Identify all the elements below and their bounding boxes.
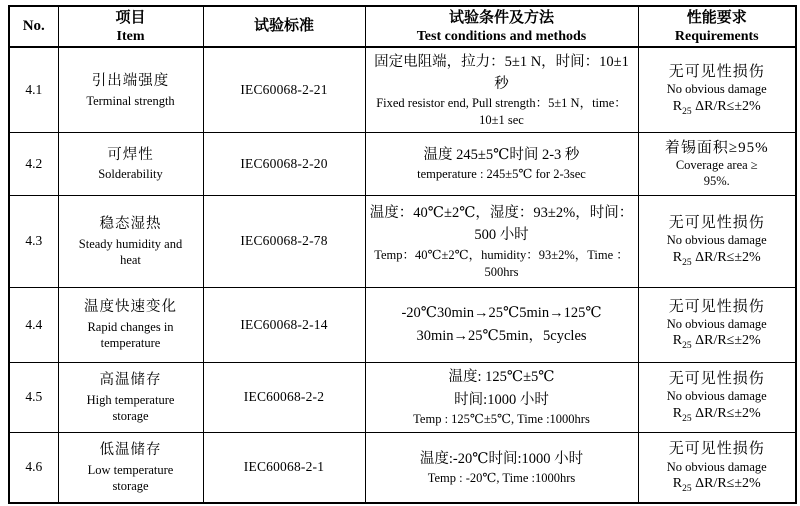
row-conditions	[365, 195, 638, 287]
requirement-formula: $R_{25}$ ΔR/R≤±2%	[672, 476, 761, 494]
row-standard: IEC60068-2-1	[203, 432, 365, 503]
row-requirements	[638, 195, 796, 287]
row-item	[58, 362, 203, 432]
header-conditions	[365, 6, 638, 47]
item-en: High temperature storage	[86, 392, 175, 423]
row-standard: IEC60068-2-2	[203, 362, 365, 432]
row-no: 4.3	[9, 195, 58, 287]
conditions-line: 温度：40℃±2℃，湿度：93±2%，时间：500 小时	[369, 204, 634, 244]
test-spec-table	[8, 5, 797, 504]
item-en: Rapid changes in temperature	[87, 320, 174, 351]
header-no	[9, 6, 58, 47]
item-zh: 稳态湿热	[99, 215, 162, 232]
item-zh: 高温储存	[99, 371, 162, 388]
item-zh: 温度快速变化	[84, 299, 177, 316]
row-no: 4.5	[9, 362, 58, 432]
row-item	[58, 132, 203, 195]
conditions-line: 温度:-20℃时间:1000 小时	[419, 450, 584, 467]
conditions-line: temperature : 245±5℃ for 2-3sec	[417, 167, 586, 182]
row-requirements	[638, 47, 796, 132]
row-standard: IEC60068-2-20	[203, 132, 365, 195]
header-item-zh: 项目	[115, 10, 146, 26]
requirement-formula: $R_{25}$ ΔR/R≤±2%	[672, 405, 761, 424]
item-zh: 可焊性	[107, 146, 154, 163]
table-row	[9, 287, 796, 362]
requirement-zh: 无可见性损伤	[668, 371, 765, 388]
requirement-en: No obvious damage	[666, 316, 767, 331]
row-conditions	[365, 47, 638, 132]
row-conditions	[365, 432, 638, 503]
row-conditions	[365, 132, 638, 195]
row-standard: IEC60068-2-78	[203, 195, 365, 287]
row-no: 4.6	[9, 432, 58, 503]
header-standard	[203, 6, 365, 47]
row-requirements	[638, 432, 796, 503]
header-conditions-zh: 试验条件及方法	[448, 10, 554, 26]
row-standard: IEC60068-2-21	[203, 47, 365, 132]
item-zh: 低温储存	[99, 442, 162, 459]
item-en: Steady humidity and heat	[78, 236, 183, 267]
header-requirements	[638, 6, 796, 47]
requirement-en: Coverage area ≥ 95%.	[675, 158, 758, 188]
row-no: 4.2	[9, 132, 58, 195]
conditions-line: 固定电阻端，拉力：5±1 N，时间：10±1 秒	[374, 53, 629, 92]
conditions-line: Fixed resistor end, Pull strength：5±1 N，time：10±1 sec	[376, 96, 627, 128]
row-item	[58, 287, 203, 362]
row-requirements	[638, 287, 796, 362]
item-en: Solderability	[98, 167, 163, 182]
header-conditions-en: Test conditions and methods	[416, 29, 587, 44]
conditions-line: Temp : -20℃, Time :1000hrs	[427, 471, 576, 486]
conditions-line: 温度 245±5℃时间 2-3 秒	[423, 146, 580, 163]
requirement-formula: $R_{25}$ ΔR/R≤±2%	[672, 249, 761, 268]
requirement-zh: 无可见性损伤	[668, 441, 765, 458]
table-row	[9, 132, 796, 195]
requirement-formula: $R_{25}$ ΔR/R≤±2%	[672, 98, 761, 117]
conditions-line: -20℃30min→25℃5min→125℃	[401, 305, 602, 322]
table-header-row	[9, 6, 796, 47]
requirement-zh: 无可见性损伤	[668, 215, 765, 232]
item-en: Low temperature storage	[87, 462, 174, 494]
requirement-zh: 无可见性损伤	[668, 298, 765, 315]
row-no: 4.1	[9, 47, 58, 132]
row-standard: IEC60068-2-14	[203, 287, 365, 362]
requirement-en: No obvious damage	[666, 459, 767, 474]
requirement-en: No obvious damage	[666, 82, 767, 97]
requirement-en: No obvious damage	[666, 233, 767, 248]
header-standard-zh: 试验标准	[253, 18, 314, 35]
header-item-en: Item	[116, 29, 145, 44]
header-requirements-zh: 性能要求	[686, 10, 747, 26]
table-row	[9, 362, 796, 432]
conditions-line: 时间:1000 小时	[454, 391, 549, 408]
row-conditions	[365, 362, 638, 432]
row-requirements	[638, 132, 796, 195]
requirement-formula: $R_{25}$ ΔR/R≤±2%	[672, 333, 761, 352]
conditions-line: Temp：40℃±2℃，humidity：93±2%，Time ：500hrs	[374, 247, 629, 279]
requirement-zh: 无可见性损伤	[668, 63, 765, 80]
header-requirements-en: Requirements	[674, 29, 759, 44]
table-row	[9, 432, 796, 503]
conditions-line: 温度: 125℃±5℃	[448, 369, 555, 386]
row-item	[58, 432, 203, 503]
row-no: 4.4	[9, 287, 58, 362]
table-row	[9, 195, 796, 287]
conditions-line: 30min→25℃5min，5cycles	[416, 327, 587, 344]
table-row	[9, 47, 796, 132]
header-no-label: No.	[22, 18, 45, 35]
conditions-line: Temp : 125℃±5℃, Time :1000hrs	[413, 412, 590, 427]
row-item	[58, 47, 203, 132]
header-item	[58, 6, 203, 47]
row-requirements	[638, 362, 796, 432]
row-conditions	[365, 287, 638, 362]
item-en: Terminal strength	[86, 93, 175, 108]
row-item	[58, 195, 203, 287]
requirement-zh: 着锡面积≥95%	[664, 139, 769, 156]
requirement-en: No obvious damage	[666, 389, 767, 404]
item-zh: 引出端强度	[91, 72, 170, 89]
